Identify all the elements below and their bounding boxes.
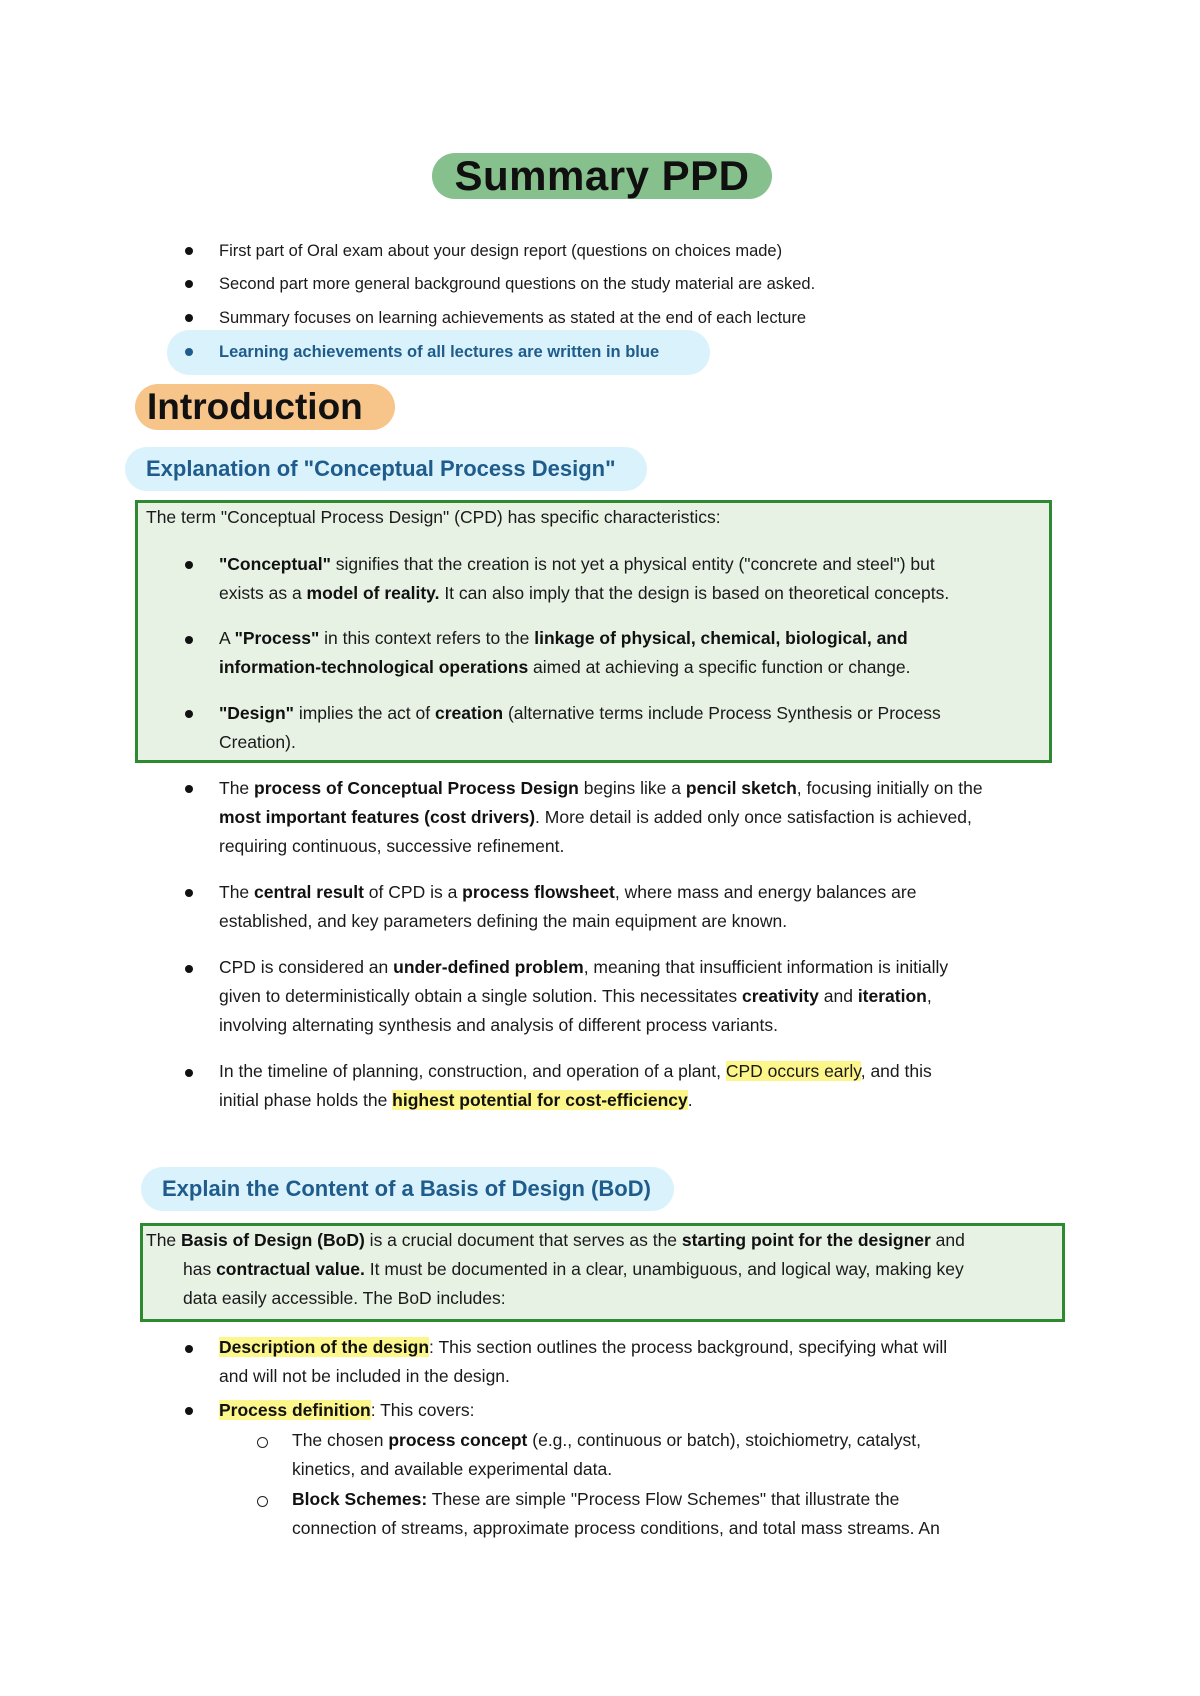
subsection-heading-cpd: Explanation of "Conceptual Process Design" bbox=[125, 447, 647, 491]
intro-bullet-3: Summary focuses on learning achievements as stated at the end of each lecture bbox=[219, 309, 806, 327]
cpd-bullet-pencil-sketch: The process of Conceptual Process Design begins like a pencil sketch, focusing initially on the most important features (cost drivers). More detail is added only once satisfaction is achieved, requiring continuous, successive refinement. bbox=[219, 778, 983, 856]
bullet-icon bbox=[185, 785, 193, 793]
bullet-icon bbox=[185, 1345, 193, 1353]
bullet-icon bbox=[185, 280, 193, 288]
intro-bullet-1: First part of Oral exam about your design report (questions on choices made) bbox=[219, 242, 783, 260]
bullet-icon bbox=[185, 1069, 193, 1077]
intro-bullet-2: Second part more general background questions on the study material are asked. bbox=[219, 275, 816, 293]
sub-bullet-icon bbox=[257, 1496, 268, 1507]
page-title: Summary PPD bbox=[432, 153, 772, 199]
sub-bullet-icon bbox=[257, 1437, 268, 1448]
bod-box-text: The Basis of Design (BoD) is a crucial document that serves as the starting point for the designer and has contractual value. It must be documented in a clear, unambiguous, and logical way, making key data easily accessible. The BoD includes: bbox=[146, 1230, 965, 1308]
bod-sub-bullet-process-concept: The chosen process concept (e.g., continuous or batch), stoichiometry, catalyst, kinetics, and available experimental data. bbox=[292, 1430, 921, 1479]
bullet-icon bbox=[185, 1407, 193, 1415]
cpd-bullet-timeline: In the timeline of planning, construction, and operation of a plant, CPD occurs early, and this initial phase holds the highest potential for cost-efficiency. bbox=[219, 1061, 932, 1110]
bullet-icon bbox=[185, 965, 193, 973]
cpd-bullet-conceptual: "Conceptual" signifies that the creation is not yet a physical entity ("concrete and steel") but exists as a model of reality. It can also imply that the design is based on theoretical concepts. bbox=[219, 554, 950, 603]
cpd-bullet-under-defined: CPD is considered an under-defined problem, meaning that insufficient information is initially given to deterministically obtain a single solution. This necessitates creativity and iteration, involving alternating synthesis and analysis of different process variants. bbox=[219, 957, 949, 1035]
bod-bullet-process-definition: Process definition: This covers: bbox=[219, 1400, 475, 1420]
cpd-bullet-design: "Design" implies the act of creation (alternative terms include Process Synthesis or Process Creation). bbox=[219, 703, 941, 752]
cpd-bullet-process: A "Process" in this context refers to the linkage of physical, chemical, biological, and information-technological operations aimed at achieving a specific function or change. bbox=[219, 628, 911, 677]
bullet-icon bbox=[185, 247, 193, 255]
section-heading: Introduction bbox=[135, 384, 395, 430]
bullet-icon bbox=[185, 561, 193, 569]
subsection-heading-bod: Explain the Content of a Basis of Design (BoD) bbox=[141, 1167, 674, 1211]
cpd-bullet-central-result: The central result of CPD is a process flowsheet, where mass and energy balances are established, and key parameters defining the main equipment are known. bbox=[219, 882, 917, 931]
bod-bullet-description: Description of the design: This section outlines the process background, specifying what will and will not be included in the design. bbox=[219, 1337, 948, 1386]
bod-sub-bullet-block-schemes: Block Schemes: These are simple "Process Flow Schemes" that illustrate the connection of streams, approximate process conditions, and total mass streams. An bbox=[292, 1489, 940, 1538]
cpd-box-intro: The term "Conceptual Process Design" (CPD) has specific characteristics: bbox=[146, 507, 721, 527]
bullet-icon bbox=[185, 710, 193, 718]
intro-bullet-4: Learning achievements of all lectures are written in blue bbox=[219, 343, 660, 361]
bullet-icon bbox=[185, 314, 193, 322]
bullet-icon bbox=[185, 348, 193, 356]
bullet-icon bbox=[185, 889, 193, 897]
bullet-icon bbox=[185, 636, 193, 644]
intro-bullet-list bbox=[185, 241, 1185, 361]
